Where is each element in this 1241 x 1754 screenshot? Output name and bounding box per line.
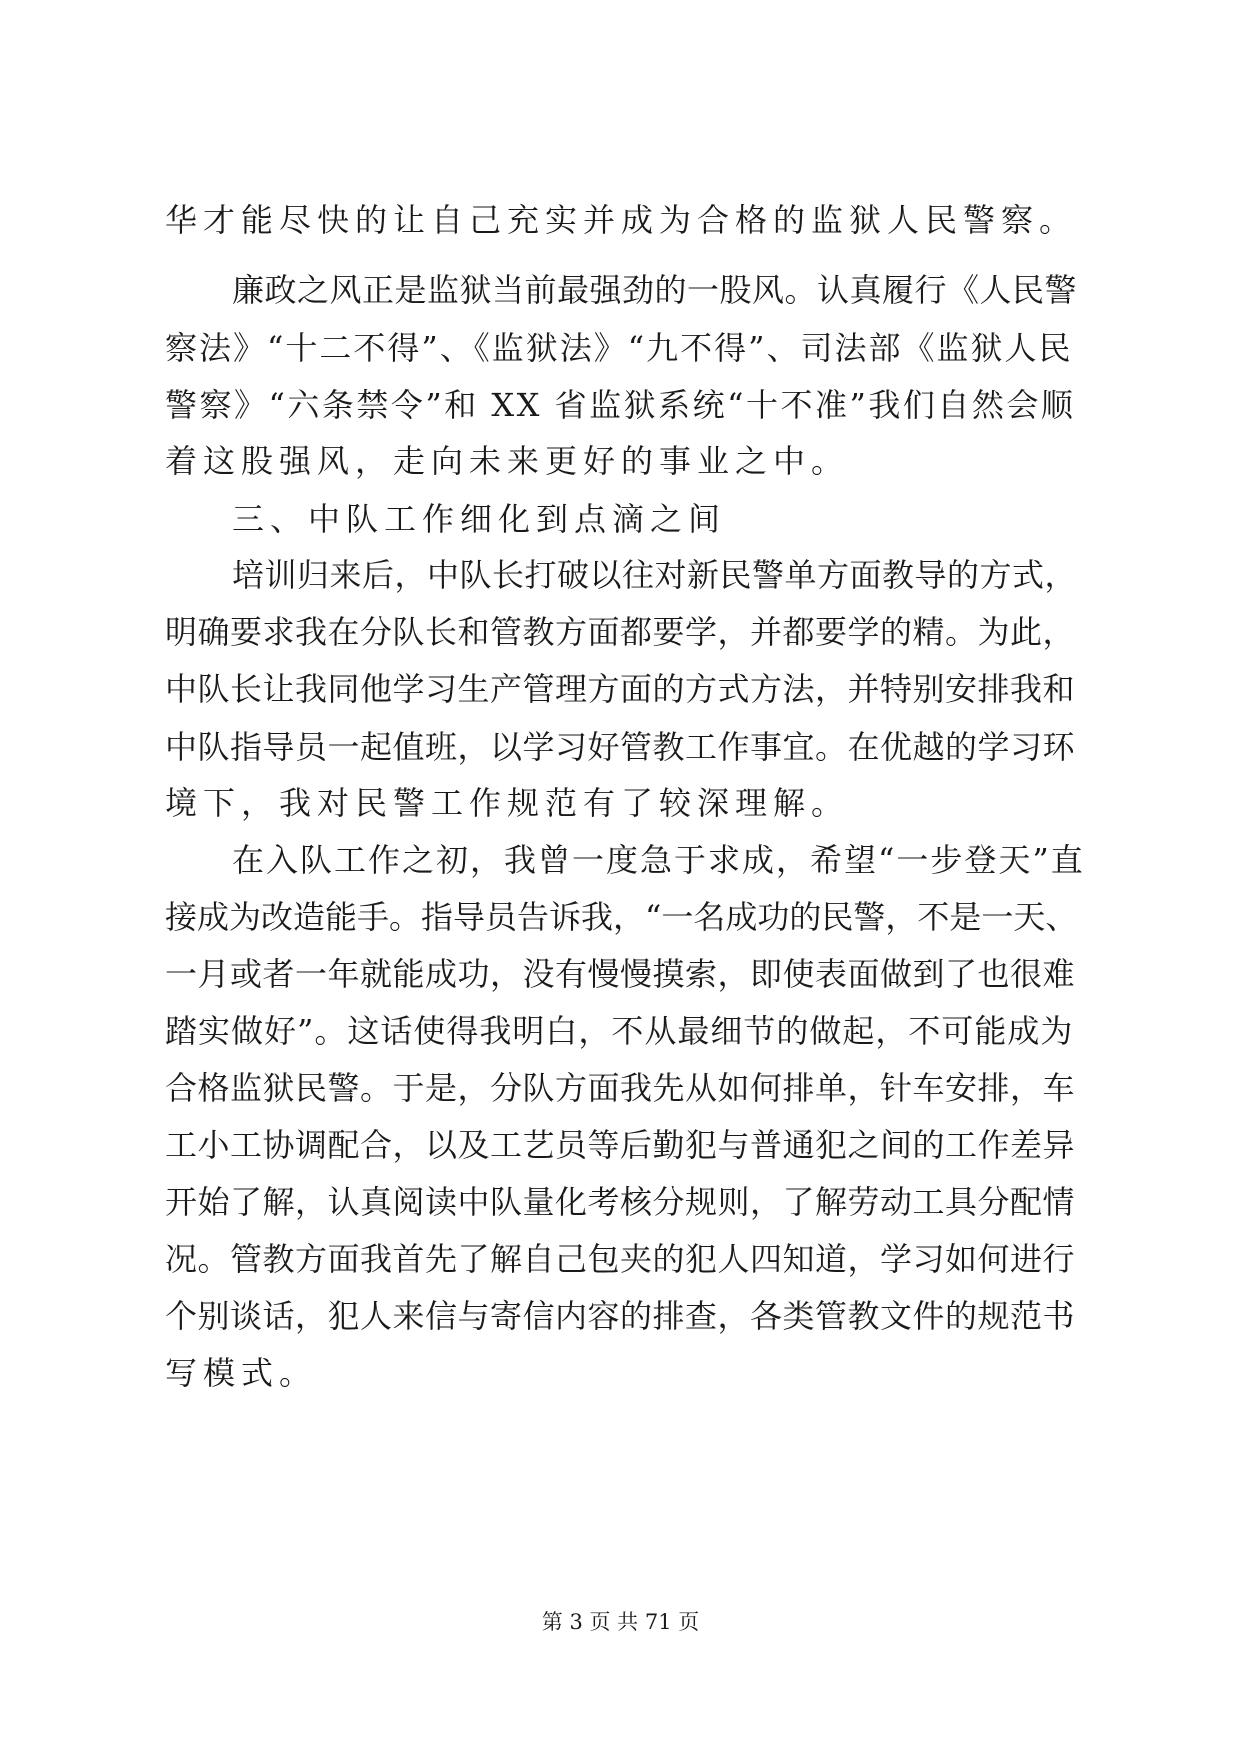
text-line: 中队长让我同他学习生产管理方面的方式方法，并特别安排我和: [165, 670, 1076, 708]
paragraph-first-line: 廉政之风正是监狱当前最强劲的一股风。认真履行《人民警: [232, 271, 1078, 309]
text-line: 况。管教方面我首先了解自己包夹的犯人四知道，学习如何进行: [165, 1240, 1076, 1278]
text-line: 着这股强风，走向未来更好的事业之中。: [165, 442, 850, 480]
page-number-footer: 第 3 页 共 71 页: [541, 1610, 700, 1634]
text-line: 中队指导员一起值班，以学习好管教工作事宜。在优越的学习环: [165, 728, 1076, 766]
text-line: 一月或者一年就能成功，没有慢慢摸索，即使表面做到了也很难: [165, 955, 1076, 993]
text-line: 警察》“六条禁令”和 XX 省监狱系统“十不准”我们自然会顺: [165, 386, 1076, 424]
text-line: 华才能尽快的让自己充实并成为合格的监狱人民警察。: [165, 201, 1078, 239]
text-line: 境下，我对民警工作规范有了较深理解。: [165, 784, 850, 822]
text-line: 踏实做好”。这话使得我明白，不从最细节的做起，不可能成为: [165, 1012, 1074, 1050]
text-line: 个别谈话，犯人来信与寄信内容的排查，各类管教文件的规范书: [165, 1297, 1076, 1335]
text-line: 明确要求我在分队长和管教方面都要学，并都要学的精。为此，: [165, 613, 1076, 651]
text-line: 察法》“十二不得”、《监狱法》“九不得”、司法部《监狱人民: [165, 329, 1073, 367]
text-line: 接成为改造能手。指导员告诉我，“一名成功的民警，不是一天、: [165, 898, 1078, 936]
text-line: 写模式。: [165, 1354, 318, 1392]
text-line: 工小工协调配合，以及工艺员等后勤犯与普通犯之间的工作差异: [165, 1126, 1076, 1164]
paragraph-first-line: 培训归来后，中队长打破以往对新民警单方面教导的方式，: [232, 556, 1078, 594]
section-heading: 三、中队工作细化到点滴之间: [232, 500, 727, 538]
text-line: 合格监狱民警。于是，分队方面我先从如何排单，针车安排，车: [165, 1069, 1076, 1107]
text-line: 开始了解，认真阅读中队量化考核分规则，了解劳动工具分配情: [165, 1183, 1076, 1221]
paragraph-first-line: 在入队工作之初，我曾一度急于求成，希望“一步登天”直: [232, 841, 1085, 879]
